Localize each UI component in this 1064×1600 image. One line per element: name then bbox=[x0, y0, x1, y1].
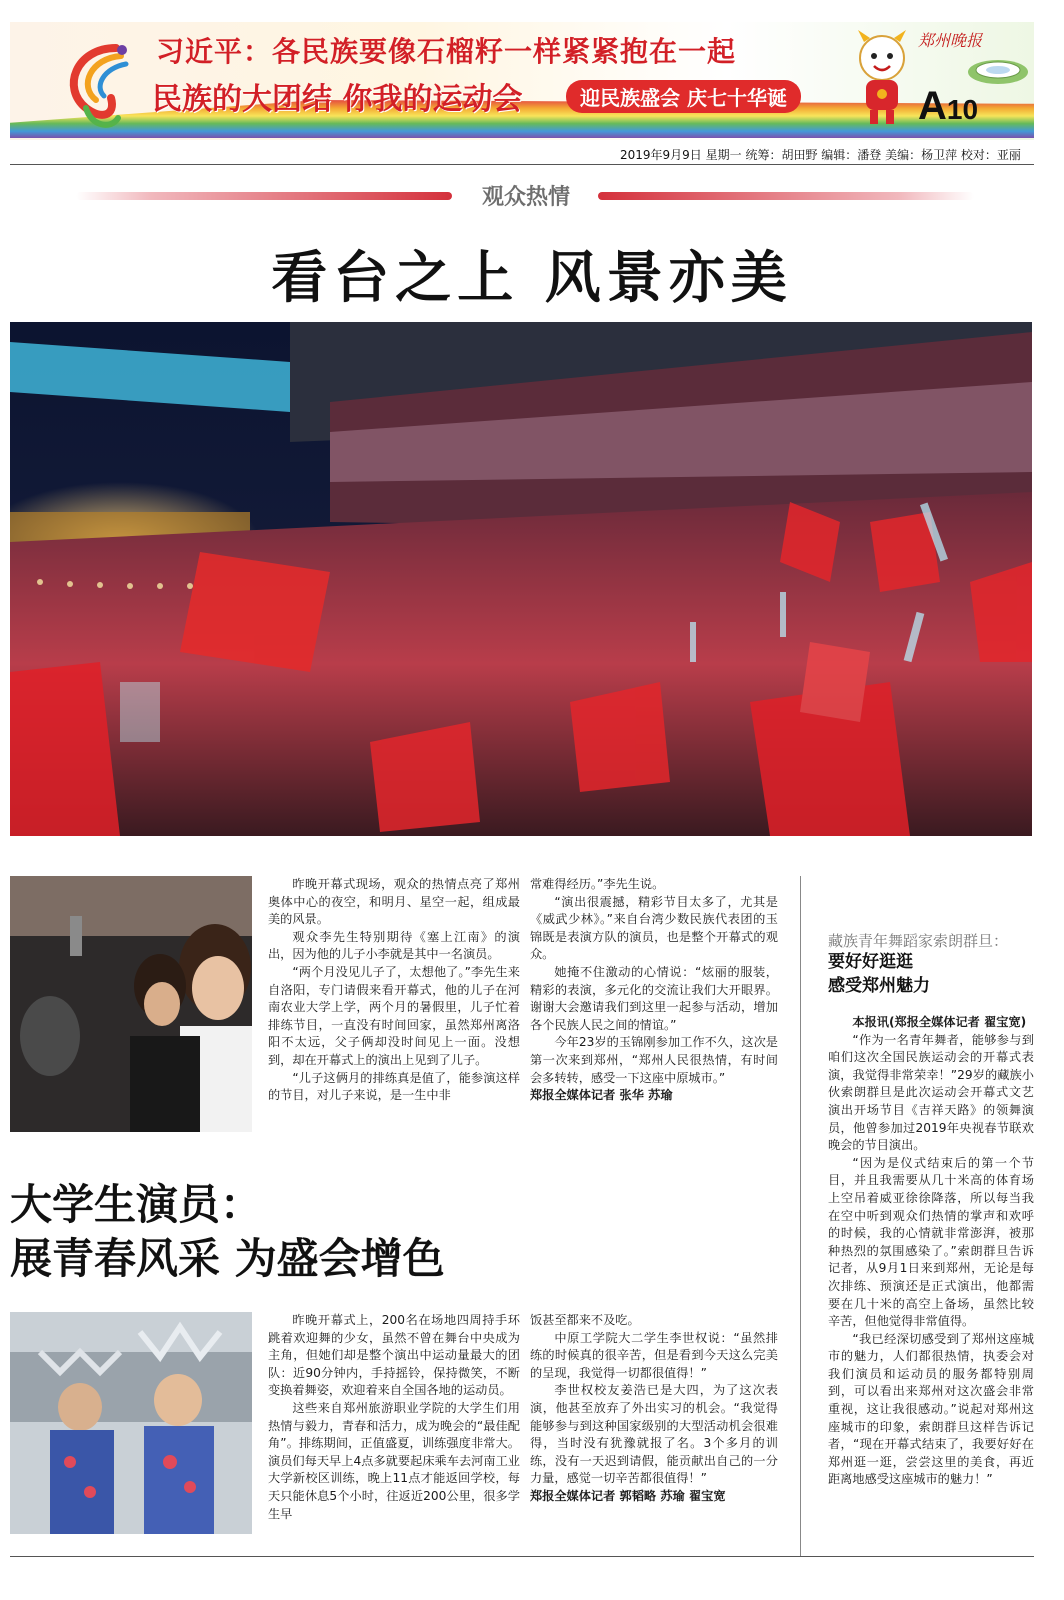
student-performers-photo bbox=[10, 1312, 252, 1534]
paragraph: 观众李先生特别期待《塞上江南》的演出，因为他的儿子小李就是其中一名演员。 bbox=[268, 929, 520, 962]
paragraph: 今年23岁的玉锦刚参加工作不久，这次是第一次来到郑州，“郑州人民很热情，有时间会多转转，感受一下这座中原城市。” bbox=[530, 1035, 778, 1085]
article2-column2 bbox=[530, 1312, 778, 1506]
section-label: 观众热情 bbox=[481, 185, 570, 210]
headline-line: 感受郑州魅力 bbox=[828, 976, 930, 996]
masthead-headline: 习近平：各民族要像石榴籽一样紧紧抱在一起 bbox=[156, 35, 737, 68]
byline: 郑报全媒体记者 张华 苏瑜 bbox=[530, 1088, 673, 1103]
stadium-icon bbox=[960, 48, 1030, 88]
column-divider bbox=[800, 876, 801, 1556]
headline-line: 要好好逛逛 bbox=[828, 952, 913, 972]
paragraph: “演出很震撼，精彩节目太多了，尤其是《威武少林》。”来自台湾少数民族代表团的玉锦既是表演方队的演员，也是整个开幕式的观众。 bbox=[530, 894, 778, 962]
paragraph: “因为是仪式结束后的第一个节目，并且我需要从几十米高的体育场上空吊着威亚徐徐降落，所以每当我在空中听到观众们热情的掌声和欢呼的时候，我的心情就非常澎湃，被那种热烈的氛围感染了。”索朗群旦告诉记者，从9月1日来到郑州，无论是每次排练、预演还是正式演出，他都需要在几十米的高空上备场，虽然比较辛苦，但他觉得非常值得。 bbox=[828, 1155, 1034, 1329]
article2-headline bbox=[10, 1178, 445, 1286]
paragraph: 饭甚至都来不及吃。 bbox=[530, 1313, 640, 1327]
page-number: A10 bbox=[918, 84, 979, 128]
paragraph: “作为一名青年舞者，能够参与到咱们这次全国民族运动会的开幕式表演，我觉得非常荣幸！”29岁的藏族小伙索朗群旦是此次运动会开幕式文艺演出开场节目《吉祥天路》的领舞演员，他曾参加过2019年央视春节联欢晚会的节目演出。 bbox=[828, 1032, 1034, 1153]
dateline-lead: 本报讯(郑报全媒体记者 翟宝宽) bbox=[852, 1015, 1027, 1029]
games-emblem-logo bbox=[56, 38, 146, 134]
paragraph: 这些来自郑州旅游职业学院的大学生们用热情与毅力，青春和活力，成为晚会的“最佳配角”。排练期间，正值盛夏，训练强度非常大。演员们每天早上4点多就要起床乘车去河南工业大学新校区训练，晚上11点才能返回学校，每天只能休息5个小时，往返近200公里，很多学生早 bbox=[268, 1400, 520, 1521]
paragraph: 李世权校友姜浩已是大四，为了这次表演，他甚至放弃了外出实习的机会。“我觉得能够参与到这种国家级别的大型活动机会很难得，当时没有犹豫就报了名。3个多月的训练，没有一天迟到请假，能贡献出自己的一分力量，感觉一切辛苦都很值得！” bbox=[530, 1383, 778, 1486]
header-divider bbox=[10, 164, 1034, 165]
stadium-crowd-photo bbox=[10, 322, 1032, 836]
article2-column1 bbox=[268, 1312, 520, 1523]
paragraph: 昨晚开幕式现场，观众的热情点亮了郑州奥体中心的夜空，和明月、星空一起，组成最美的风景。 bbox=[268, 877, 520, 927]
footer-divider bbox=[10, 1556, 1034, 1557]
byline: 郑报全媒体记者 郭韬略 苏瑜 翟宝宽 bbox=[530, 1488, 726, 1503]
headline-line: 展青春风采 为盛会增色 bbox=[10, 1234, 445, 1283]
mascot-illustration bbox=[850, 28, 914, 128]
article1-column2 bbox=[530, 876, 778, 1105]
headline-line: 大学生演员： bbox=[10, 1180, 263, 1229]
side-article-kicker: 藏族青年舞蹈家索朗群旦： bbox=[828, 932, 1009, 950]
paragraph: 昨晚开幕式上，200名在场地四周持手环跳着欢迎舞的少女，虽然不曾在舞台中央成为主角，但她们却是整个演出中运动量最大的团队：近90分钟内，手持摇铃，保持微笑，不断变换着舞姿，欢迎着来自全国各地的运动员。 bbox=[268, 1313, 520, 1398]
paragraph: 她掩不住激动的心情说：“炫丽的服装，精彩的表演，多元化的交流让我们大开眼界。谢谢大会邀请我们到这里一起参与活动，增加各个民族人民之间的情谊。” bbox=[530, 964, 778, 1032]
dateline: 2019年9月9日 星期一 统筹：胡田野 编辑：潘登 美编：杨卫萍 校对：亚丽 bbox=[620, 148, 1021, 162]
masthead-subheadline: 民族的大团结 你我的运动会 bbox=[152, 82, 523, 117]
page-title: 看台之上 风景亦美 bbox=[271, 245, 793, 311]
side-article-body bbox=[828, 1014, 1034, 1489]
spectators-photo bbox=[10, 876, 252, 1132]
section-bar-left bbox=[76, 192, 452, 200]
article1-column1 bbox=[268, 876, 520, 1105]
paragraph: 中原工学院大二学生李世权说：“虽然排练的时候真的很辛苦，但是看到今天这么完美的呈现，我觉得一切都很值得！” bbox=[530, 1330, 778, 1380]
paragraph: “我已经深切感受到了郑州这座城市的魅力，人们都很热情，执委会对我们演员和运动员的服务都特别周到，可以看出来郑州对这次盛会非常重视，这让我很感动。”说起对郑州这座城市的印象，索朗群旦这样告诉记者，“现在开幕式结束了，我要好好在郑州逛一逛，尝尝这里的美食，再近距离地感受这座城市的魅力！” bbox=[828, 1331, 1034, 1487]
paragraph: “两个月没见儿子了，太想他了。”李先生来自洛阳，专门请假来看开幕式，他的儿子在河南农业大学上学，两个月的暑假里，儿子忙着排练节目，一直没有时间回家，虽然郑州离洛阳不太远，父子俩却没时间见上一面。没想到，却在开幕式上的演出上见到了儿子。 bbox=[268, 964, 520, 1067]
newspaper-logo: 郑州晚报 bbox=[918, 31, 983, 50]
paragraph: “儿子这俩月的排练真是值了，能参演这样的节目，对儿子来说，是一生中非 bbox=[268, 1070, 520, 1103]
slogan-badge: 迎民族盛会 庆七十华诞 bbox=[566, 80, 801, 113]
side-article-title bbox=[828, 950, 930, 998]
section-bar-right bbox=[598, 192, 974, 200]
paragraph: 常难得经历。”李先生说。 bbox=[530, 877, 665, 891]
